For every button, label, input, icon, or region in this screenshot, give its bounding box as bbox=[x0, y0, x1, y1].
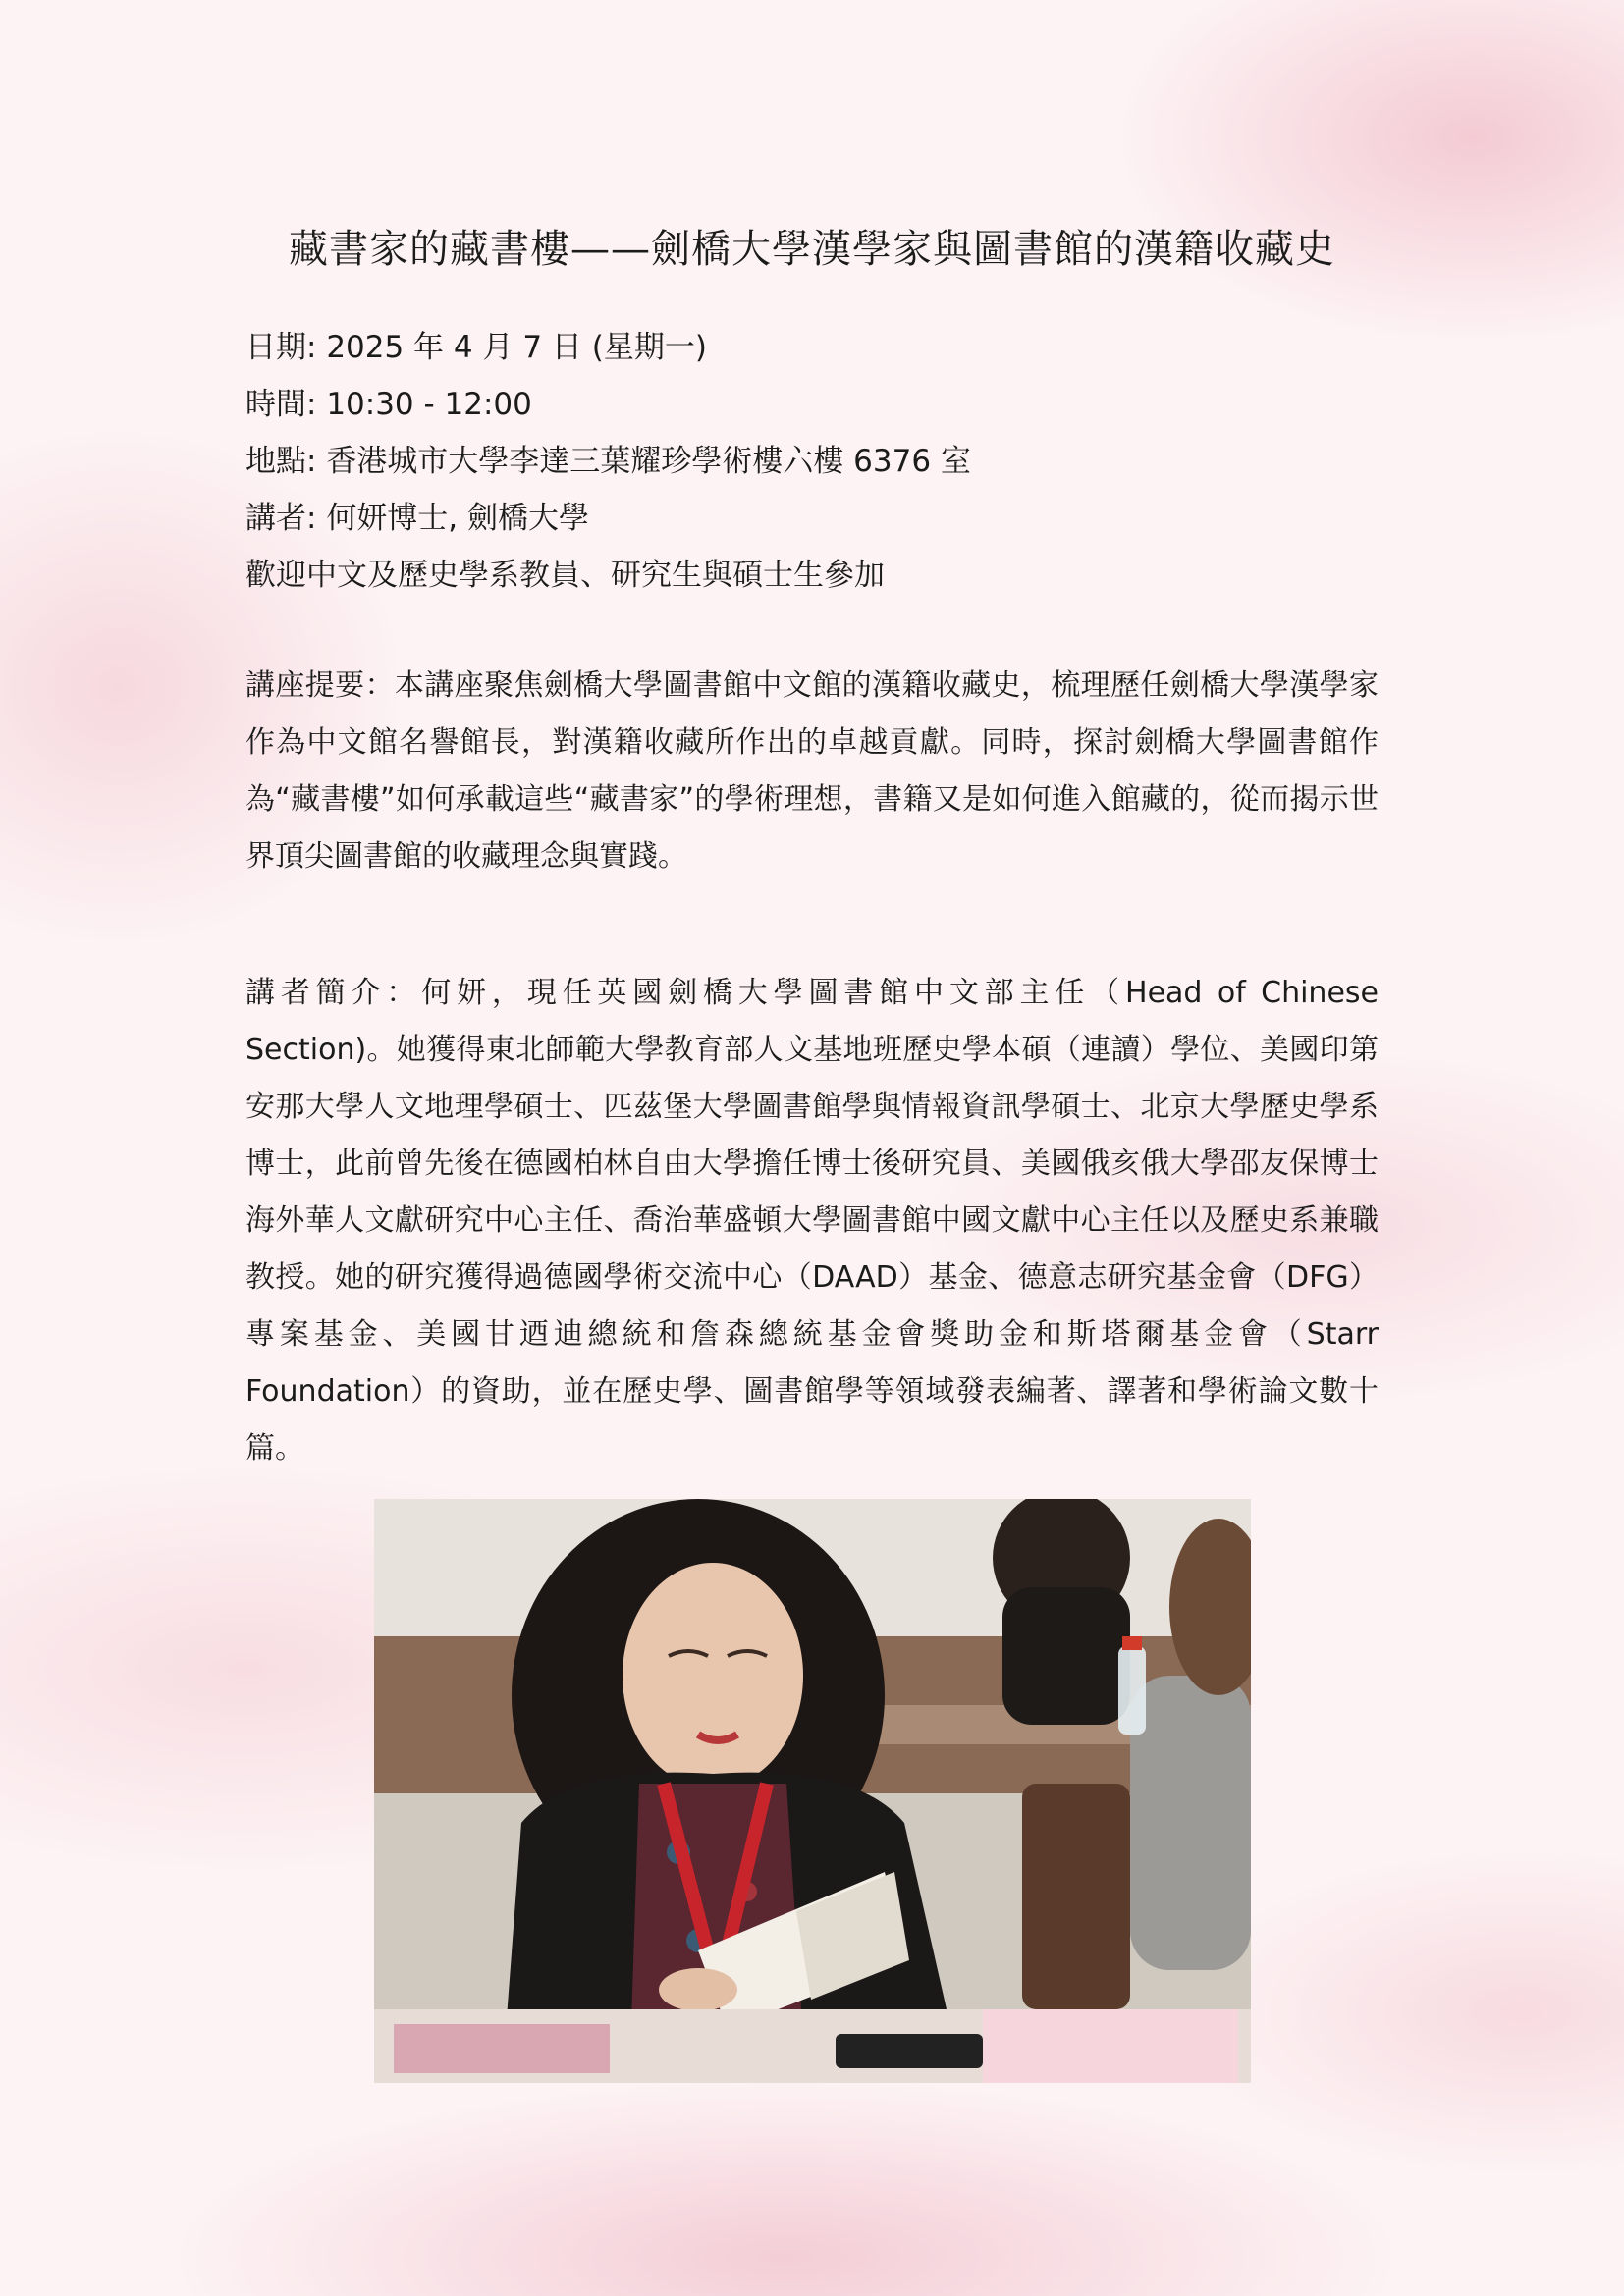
speaker-value: 何妍博士, 劍橋大學 bbox=[326, 501, 590, 536]
speaker-photo-illustration bbox=[374, 1499, 1251, 2083]
abstract-paragraph: 講座提要：本講座聚焦劍橋大學圖書館中文館的漢籍收藏史，梳理歷任劍橋大學漢學家作為中文館名譽館長，對漢籍收藏所作出的卓越貢獻。同時，探討劍橋大學圖書館作為“藏書樓”如何承載這些“藏書家”的學術理想，書籍又是如何進入館藏的，從而揭示世界頂尖圖書館的收藏理念與實踐。 bbox=[245, 668, 1379, 874]
time-line bbox=[245, 376, 1384, 433]
date-line bbox=[245, 319, 1384, 376]
speaker-label: 講者: bbox=[245, 501, 317, 536]
venue-value: 香港城市大學李達三葉耀珍學術樓六樓 6376 室 bbox=[326, 444, 971, 479]
time-value: 10:30 - 12:00 bbox=[326, 387, 532, 422]
speaker-photo bbox=[374, 1499, 1251, 2083]
speaker-bio-paragraph: 講者簡介：何妍，現任英國劍橋大學圖書館中文部主任（Head of Chinese Section)。她獲得東北師範大學教育部人文基地班歷史學本碩（連讀）學位、美國印第安那大學人文地理學碩士、匹茲堡大學圖書館學與情報資訊學碩士、北京大學歷史學系博士，此前曾先後在德國柏林自由大學擔任博士後研究員、美國俄亥俄大學邵友保博士海外華人文獻研究中心主任、喬治華盛頓大學圖書館中國文獻中心主任以及歷史系兼職教授。她的研究獲得過德國學術交流中心（DAAD）基金、德意志研究基金會（DFG）專案基金、美國甘迺迪總統和詹森總統基金會獎助金和斯塔爾基金會（Starr Foundation）的資助，並在歷史學、圖書館學等領域發表編著、譯著和學術論文數十篇。 bbox=[245, 976, 1379, 1466]
date-label: 日期: bbox=[245, 330, 317, 365]
time-label: 時間: bbox=[245, 387, 317, 422]
venue-line bbox=[245, 433, 1384, 490]
date-value: 2025 年 4 月 7 日 (星期一) bbox=[326, 330, 707, 365]
venue-label: 地點: bbox=[245, 444, 317, 479]
lecture-title: 藏書家的藏書樓——劍橋大學漢學家與圖書館的漢籍收藏史 bbox=[289, 227, 1335, 272]
speaker-line bbox=[245, 490, 1384, 547]
event-info bbox=[245, 319, 1384, 604]
invitation-line: 歡迎中文及歷史學系教員、研究生與碩士生參加 bbox=[245, 558, 885, 593]
